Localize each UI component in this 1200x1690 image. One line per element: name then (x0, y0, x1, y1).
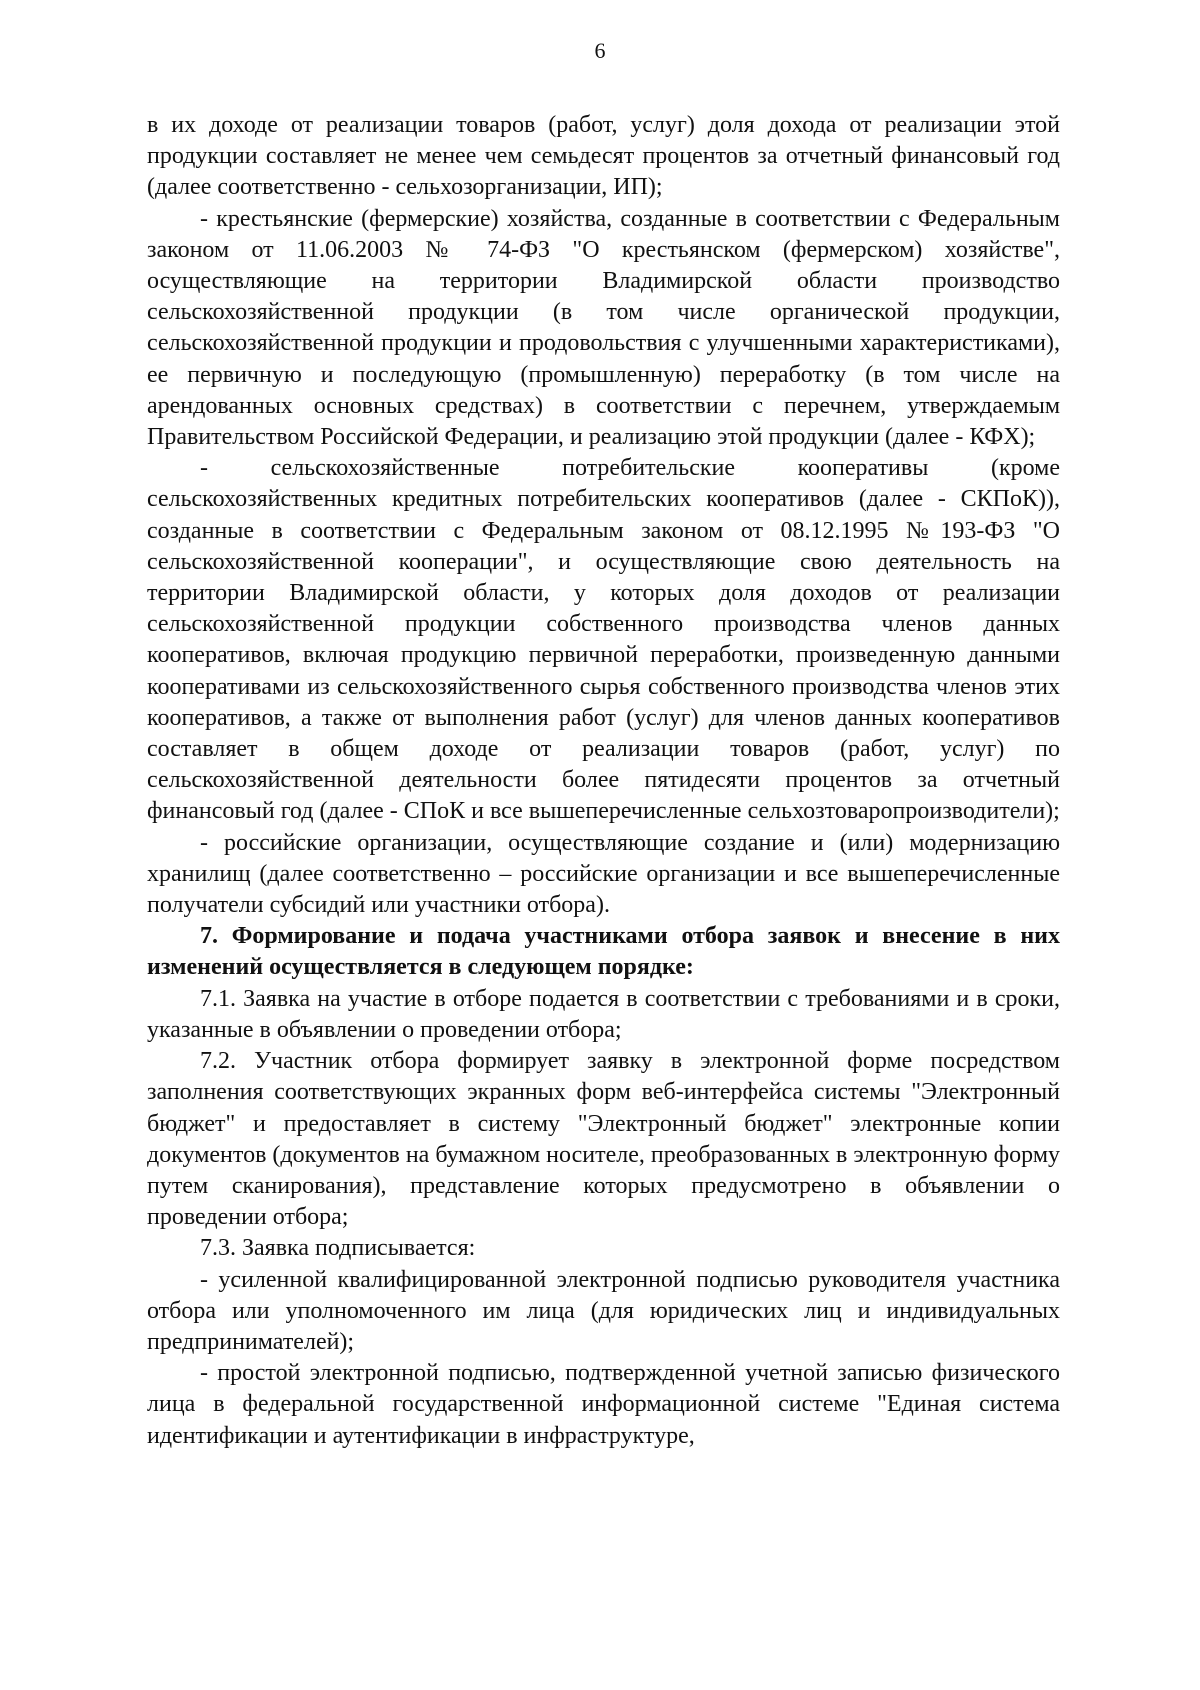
paragraph-7-2: 7.2. Участник отбора формирует заявку в электронной форме посредством заполнения соответствующих экранных форм веб-интерфейса системы "Электронный бюджет" и предоставляет в систему "Электронный бюджет" электронные копии документов (документов на бумажном носителе, преобразованных в электронную форму путем сканирования), представление которых предусмотрено в объявлении о проведении отбора; (147, 1048, 1060, 1231)
paragraph-7-1: 7.1. Заявка на участие в отборе подается в соответствии с требованиями и в сроки, указанные в объявлении о проведении отбора; (147, 985, 1060, 1043)
paragraph-sellhoz-definition: в их доходе от реализации товаров (работ, услуг) доля дохода от реализации этой продукции составляет не менее чем семьдесят процентов за отчетный финансовый год (далее соответственно - сельхозорганизации, ИП); (147, 112, 1060, 201)
document-body (147, 110, 1060, 1452)
section-heading-7: 7. Формирование и подача участниками отбора заявок и внесение в них изменений осуществляется в следующем порядке: (147, 923, 1060, 981)
paragraph-kfh: - крестьянские (фермерские) хозяйства, созданные в соответствии с Федеральным законом от 11.06.2003 № 74-ФЗ "О крестьянском (фермерском) хозяйстве", осуществляющие на территории Владимирской области производство сельскохозяйственной продукции (в том числе органической продукции, сельскохозяйственной продукции и продовольствия с улучшенными характеристиками), ее первичную и последующую (промышленную) переработку (в том числе на арендованных основных средствах) в соответствии с перечнем, утверждаемым Правительством Российской Федерации, и реализацию этой продукции (далее - КФХ); (147, 205, 1060, 451)
paragraph-7-3: 7.3. Заявка подписывается: (200, 1235, 476, 1262)
page-number: 6 (594, 38, 606, 63)
paragraph-spok: - сельскохозяйственные потребительские кооперативы (кроме сельскохозяйственных кредитных потребительских кооперативов (далее - СКПоК)), созданные в соответствии с Федеральным законом от 08.12.1995 №193-ФЗ "О сельскохозяйственной кооперации", и осуществляющие свою деятельность на территории Владимирской области, у которых доля доходов от реализации сельскохозяйственной продукции собственного производства членов данных кооперативов, включая продукцию первичной переработки, произведенную данными кооперативами из сельскохозяйственного сырья собственного производства членов этих кооперативов, а также от выполнения работ (услуг) для членов данных кооперативов составляет в общем доходе от реализации товаров (работ, услуг) по сельскохозяйственной деятельности более пятидесяти процентов за отчетный финансовый год (далее - СПоК и все вышеперечисленные сельхозтоваропроизводители); (147, 455, 1060, 825)
paragraph-simple-signature: - простой электронной подписью, подтвержденной учетной записью физического лица в федеральной государственной информационной системе "Единая система идентификации и аутентификации в инфраструктуре, (147, 1360, 1060, 1449)
paragraph-qualified-signature: - усиленной квалифицированной электронной подписью руководителя участника отбора или уполномоченного им лица (для юридических лиц и индивидуальных предпринимателей); (147, 1266, 1060, 1355)
paragraph-russian-organizations: - российские организации, осуществляющие создание и (или) модернизацию хранилищ (далее соответственно – российские организации и все вышеперечисленные получатели субсидий или участники отбора). (147, 829, 1060, 919)
